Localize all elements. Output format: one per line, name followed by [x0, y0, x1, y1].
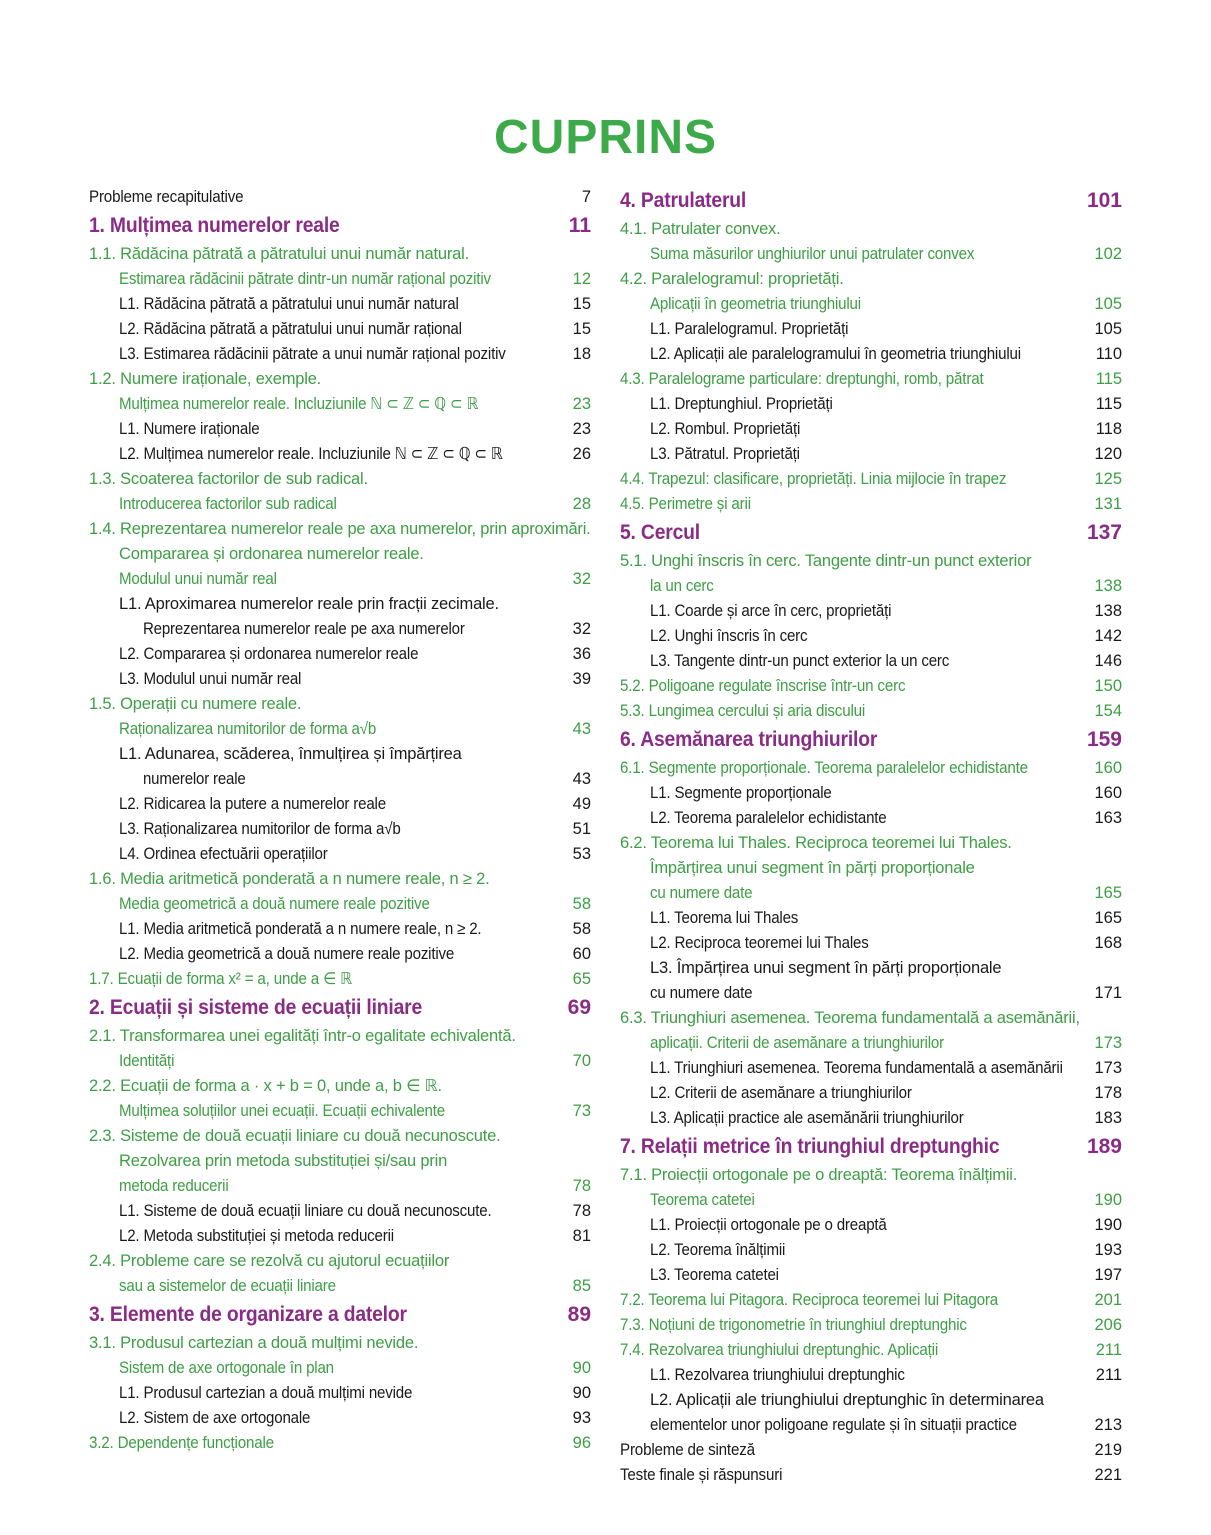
toc-lesson — [620, 1413, 1122, 1438]
toc-entry-title: L2. Reciproca teoremei lui Thales — [650, 934, 869, 952]
toc-entry-title: Rezolvarea prin metoda substituției și/sau prin — [119, 1152, 448, 1170]
toc-page-number: 90 — [572, 1359, 591, 1377]
toc-entry — [89, 185, 591, 210]
toc-entry-title: L2. Unghi înscris în cerc — [650, 627, 808, 645]
toc-entry-title: 4.2. Paralelogramul: proprietăți. — [620, 270, 844, 288]
toc-subchapter — [620, 1031, 1122, 1056]
toc-entry-title: L2. Criterii de asemănare a triunghiurilor — [650, 1084, 912, 1102]
toc-page-number: 70 — [572, 1052, 591, 1070]
toc-subchapter — [89, 267, 591, 292]
toc-entry-title: cu numere date — [650, 884, 753, 902]
toc-subchapter — [89, 1274, 591, 1299]
toc-page-number: 23 — [572, 395, 591, 413]
toc-page-number: 105 — [1094, 320, 1122, 338]
toc-lesson — [620, 1388, 1122, 1413]
toc-entry-title: 6.1. Segmente proporționale. Teorema paralelelor echidistante — [620, 759, 1028, 777]
toc-entry-title: 2.2. Ecuații de forma a · x + b = 0, unde a, b ∈ ℝ. — [89, 1077, 442, 1095]
toc-entry-title: 1.6. Media aritmetică ponderată a n numere reale, n ≥ 2. — [89, 870, 490, 888]
toc-page-number: 23 — [572, 420, 591, 438]
toc-page-number: 211 — [1095, 1341, 1122, 1359]
toc-lesson — [620, 442, 1122, 467]
toc-page-number: 115 — [1095, 370, 1122, 388]
toc-subchapter — [620, 1006, 1122, 1031]
toc-page-number: 160 — [1094, 759, 1122, 777]
toc-right-column — [620, 185, 1122, 1488]
toc-subchapter — [89, 242, 591, 267]
toc-subchapter — [89, 717, 591, 742]
toc-entry-title: 1.7. Ecuații de forma x² = a, unde a ∈ ℝ — [89, 970, 353, 988]
toc-entry-title: Media geometrică a două numere reale pozitive — [119, 895, 430, 913]
toc-subchapter — [89, 967, 591, 992]
toc-entry-title: L2. Rădăcina pătrată a pătratului unui număr rațional — [119, 320, 462, 338]
toc-lesson — [89, 917, 591, 942]
toc-subchapter — [89, 692, 591, 717]
toc-entry-title: 4.1. Patrulater convex. — [620, 220, 781, 238]
toc-lesson — [620, 599, 1122, 624]
toc-page-number: 219 — [1094, 1441, 1122, 1459]
toc-subchapter — [89, 1356, 591, 1381]
toc-page-number: 183 — [1094, 1109, 1122, 1127]
toc-entry-title: Reprezentarea numerelor reale pe axa numerelor — [143, 620, 465, 638]
toc-entry-title: Sistem de axe ortogonale în plan — [119, 1359, 334, 1377]
toc-entry-title: L1. Media aritmetică ponderată a n numere reale, n ≥ 2. — [119, 920, 482, 938]
toc-entry-title: Identități — [119, 1052, 175, 1070]
toc-entry-title: Teorema catetei — [650, 1191, 755, 1209]
toc-entry-title: L1. Produsul cartezian a două mulțimi nevide — [119, 1384, 413, 1402]
toc-page-number: 51 — [572, 820, 591, 838]
toc-entry-title: L3. Estimarea rădăcinii pătrate a unui număr rațional pozitiv — [119, 345, 506, 363]
toc-entry-title: 1.2. Numere iraționale, exemple. — [89, 370, 322, 388]
toc-subchapter — [620, 242, 1122, 267]
toc-lesson — [89, 792, 591, 817]
toc-page-number: 120 — [1094, 445, 1122, 463]
toc-subchapter — [89, 1149, 591, 1174]
toc-subchapter — [89, 367, 591, 392]
toc-page-number: 65 — [572, 970, 591, 988]
toc-subchapter — [89, 1099, 591, 1124]
toc-page-number: 125 — [1094, 470, 1122, 488]
toc-entry-title: 3.1. Produsul cartezian a două mulțimi nevide. — [89, 1334, 419, 1352]
toc-page-number: 165 — [1094, 909, 1122, 927]
toc-page-number: 154 — [1094, 702, 1122, 720]
toc-lesson — [89, 817, 591, 842]
toc-page-number: 110 — [1095, 345, 1122, 363]
toc-entry-title: L2. Aplicații ale triunghiului dreptunghic în determinarea — [650, 1391, 1044, 1409]
page-title: CUPRINS — [493, 111, 718, 164]
toc-page-number: 43 — [572, 720, 591, 738]
toc-page-number: 18 — [572, 345, 591, 363]
toc-lesson — [89, 617, 591, 642]
toc-lesson — [620, 1106, 1122, 1131]
toc-lesson — [620, 624, 1122, 649]
toc-entry-title: Probleme recapitulative — [89, 188, 244, 206]
toc-lesson — [620, 931, 1122, 956]
toc-entry-title: 7.2. Teorema lui Pitagora. Reciproca teoremei lui Pitagora — [620, 1291, 999, 1309]
toc-lesson — [620, 392, 1122, 417]
toc-entry-title: Mulțimea numerelor reale. Incluziunile ℕ ⊂ ℤ ⊂ ℚ ⊂ ℝ — [119, 395, 479, 413]
toc-entry-title: 7. Relații metrice în triunghiul dreptunghic — [620, 1135, 1000, 1158]
toc-subchapter — [89, 892, 591, 917]
toc-entry-title: aplicații. Criterii de asemănare a triunghiurilor — [650, 1034, 944, 1052]
toc-entry-title: 2.1. Transformarea unei egalități într-o egalitate echivalentă. — [89, 1027, 516, 1045]
toc-subchapter — [89, 1049, 591, 1074]
toc-entry-title: L2. Compararea și ordonarea numerelor reale — [119, 645, 419, 663]
toc-entry-title: 1.1. Rădăcina pătrată a pătratului unui număr natural. — [89, 245, 469, 263]
toc-lesson — [620, 781, 1122, 806]
toc-page-number: 15 — [572, 320, 591, 338]
toc-entry-title: L2. Mulțimea numerelor reale. Incluziunile ℕ ⊂ ℤ ⊂ ℚ ⊂ ℝ — [119, 445, 503, 463]
toc-lesson — [89, 317, 591, 342]
toc-entry-title: L1. Triunghiuri asemenea. Teorema fundamentală a asemănării — [650, 1059, 1063, 1077]
toc-page-number: 146 — [1094, 652, 1122, 670]
toc-page-number: 131 — [1094, 495, 1122, 513]
toc-entry-title: cu numere date — [650, 984, 753, 1002]
toc-subchapter — [620, 881, 1122, 906]
toc-entry-title: 4.4. Trapezul: clasificare, proprietăți. Linia mijlocie în trapez — [620, 470, 1007, 488]
toc-lesson — [89, 417, 591, 442]
toc-page-number: 73 — [572, 1102, 591, 1120]
toc-entry-title: L1. Rădăcina pătrată a pătratului unui număr natural — [119, 295, 459, 313]
toc-lesson — [620, 806, 1122, 831]
toc-lesson — [620, 1056, 1122, 1081]
toc-entry-title: L3. Raționalizarea numitorilor de forma a√b — [119, 820, 401, 838]
toc-page-number: 173 — [1094, 1059, 1122, 1077]
toc-lesson — [89, 1199, 591, 1224]
toc-entry-title: L1. Dreptunghiul. Proprietăți — [650, 395, 833, 413]
toc-subchapter — [89, 567, 591, 592]
toc-subchapter — [89, 1074, 591, 1099]
toc-entry-title: metoda reducerii — [119, 1177, 229, 1195]
toc-subchapter — [620, 492, 1122, 517]
toc-entry-title: L2. Teorema înălțimii — [650, 1241, 786, 1259]
toc-page-number: 213 — [1094, 1416, 1122, 1434]
toc-page-number: 58 — [572, 920, 591, 938]
toc-lesson — [620, 1213, 1122, 1238]
toc-subchapter — [89, 1124, 591, 1149]
toc-subchapter — [89, 1174, 591, 1199]
toc-subchapter — [620, 756, 1122, 781]
toc-entry-title: Împărțirea unui segment în părți proporționale — [650, 859, 975, 877]
toc-entry-title: 3.2. Dependențe funcționale — [89, 1434, 274, 1452]
toc-lesson — [620, 342, 1122, 367]
toc-chapter — [620, 185, 1122, 217]
toc-subchapter — [620, 574, 1122, 599]
toc-subchapter — [620, 217, 1122, 242]
toc-page-number: 211 — [1095, 1366, 1122, 1384]
toc-page-number: 163 — [1094, 809, 1122, 827]
toc-subchapter — [620, 1188, 1122, 1213]
toc-page-number: 138 — [1094, 602, 1122, 620]
toc-subchapter — [620, 1338, 1122, 1363]
toc-page-number: 60 — [572, 945, 591, 963]
toc-entry-title: 5.2. Poligoane regulate înscrise într-un cerc — [620, 677, 906, 695]
toc-entry-title: L2. Aplicații ale paralelogramului în geometria triunghiului — [650, 345, 1021, 363]
toc-subchapter — [620, 267, 1122, 292]
toc-lesson — [89, 1406, 591, 1431]
toc-page-number: 115 — [1095, 395, 1122, 413]
toc-left-column — [89, 185, 591, 1456]
toc-lesson — [620, 906, 1122, 931]
toc-page-number: 11 — [568, 214, 591, 237]
toc-subchapter — [89, 392, 591, 417]
toc-subchapter — [620, 1163, 1122, 1188]
toc-page-number: 137 — [1086, 521, 1122, 544]
toc-entry-title: 1.5. Operații cu numere reale. — [89, 695, 302, 713]
toc-entry-title: elementelor unor poligoane regulate și în situații practice — [650, 1416, 1017, 1434]
toc-subchapter — [620, 856, 1122, 881]
toc-entry-title: L1. Sisteme de două ecuații liniare cu două necunoscute. — [119, 1202, 492, 1220]
toc-page-number: 150 — [1094, 677, 1122, 695]
toc-page-number: 58 — [572, 895, 591, 913]
toc-entry — [620, 1438, 1122, 1463]
toc-page-number: 32 — [572, 570, 591, 588]
toc-entry-title: Suma măsurilor unghiurilor unui patrulater convex — [650, 245, 975, 263]
toc-entry-title: L4. Ordinea efectuării operațiilor — [119, 845, 328, 863]
toc-entry-title: L3. Pătratul. Proprietăți — [650, 445, 800, 463]
toc-entry-title: 5.3. Lungimea cercului și aria discului — [620, 702, 866, 720]
toc-entry-title: L1. Teorema lui Thales — [650, 909, 799, 927]
toc-entry-title: 2.4. Probleme care se rezolvă cu ajutorul ecuațiilor — [89, 1252, 450, 1270]
toc-entry-title: L2. Sistem de axe ortogonale — [119, 1409, 311, 1427]
toc-subchapter — [89, 517, 591, 542]
toc-entry-title: L3. Împărțirea unui segment în părți proporționale — [650, 959, 1002, 977]
toc-page-number: 138 — [1094, 577, 1122, 595]
toc-page-number: 32 — [572, 620, 591, 638]
toc-subchapter — [89, 1249, 591, 1274]
toc-entry-title: 3. Elemente de organizare a datelor — [89, 1303, 407, 1326]
toc-page-number: 39 — [572, 670, 591, 688]
toc-lesson — [89, 767, 591, 792]
toc-lesson — [620, 981, 1122, 1006]
toc-subchapter — [89, 492, 591, 517]
toc-lesson — [620, 1081, 1122, 1106]
toc-page-number: 201 — [1094, 1291, 1122, 1309]
toc-subchapter — [620, 549, 1122, 574]
toc-chapter — [620, 1131, 1122, 1163]
toc-subchapter — [89, 542, 591, 567]
toc-page-number: 190 — [1094, 1216, 1122, 1234]
toc-page-number: 190 — [1094, 1191, 1122, 1209]
toc-entry-title: 5. Cercul — [620, 521, 700, 544]
toc-subchapter — [620, 367, 1122, 392]
toc-subchapter — [620, 831, 1122, 856]
toc-entry-title: L1. Numere iraționale — [119, 420, 260, 438]
toc-entry — [620, 1463, 1122, 1488]
toc-entry-title: Aplicații în geometria triunghiului — [650, 295, 861, 313]
toc-page-number: 89 — [567, 1303, 591, 1326]
toc-entry-title: 5.1. Unghi înscris în cerc. Tangente dintr-un punct exterior — [620, 552, 1032, 570]
toc-page-number: 105 — [1094, 295, 1122, 313]
toc-lesson — [89, 742, 591, 767]
toc-lesson — [620, 317, 1122, 342]
toc-entry-title: 4.3. Paralelograme particulare: dreptunghi, romb, pătrat — [620, 370, 984, 388]
toc-entry-title: L1. Segmente proporționale — [650, 784, 832, 802]
toc-page-number: 28 — [572, 495, 591, 513]
toc-entry-title: Mulțimea soluțiilor unei ecuații. Ecuații echivalente — [119, 1102, 445, 1120]
toc-subchapter — [89, 1431, 591, 1456]
toc-chapter — [89, 992, 591, 1024]
toc-entry-title: la un cerc — [650, 577, 714, 595]
toc-entry-title: 4.5. Perimetre și arii — [620, 495, 751, 513]
toc-page-number: 36 — [572, 645, 591, 663]
toc-page-number: 43 — [572, 770, 591, 788]
toc-page-number: 53 — [572, 845, 591, 863]
toc-chapter — [89, 210, 591, 242]
toc-entry-title: L1. Adunarea, scăderea, înmulțirea și împărțirea — [119, 745, 462, 763]
toc-page-number: 49 — [572, 795, 591, 813]
toc-entry-title: 7.1. Proiecții ortogonale pe o dreaptă: Teorema înălțimii. — [620, 1166, 1018, 1184]
toc-entry-title: 2.3. Sisteme de două ecuații liniare cu două necunoscute. — [89, 1127, 501, 1145]
toc-page-number: 26 — [572, 445, 591, 463]
toc-page-number: 193 — [1094, 1241, 1122, 1259]
toc-page-number: 78 — [572, 1202, 591, 1220]
toc-page-number: 178 — [1094, 1084, 1122, 1102]
toc-chapter — [89, 1299, 591, 1331]
toc-entry-title: L1. Rezolvarea triunghiului dreptunghic — [650, 1366, 905, 1384]
toc-page-number: 165 — [1094, 884, 1122, 902]
toc-entry-title: 6.2. Teorema lui Thales. Reciproca teoremei lui Thales. — [620, 834, 1012, 852]
toc-entry-title: L2. Teorema paralelelor echidistante — [650, 809, 887, 827]
toc-entry-title: L1. Aproximarea numerelor reale prin fracții zecimale. — [119, 595, 499, 613]
toc-entry-title: L1. Proiecții ortogonale pe o dreaptă — [650, 1216, 887, 1234]
toc-entry-title: 1.3. Scoaterea factorilor de sub radical. — [89, 470, 368, 488]
toc-lesson — [89, 842, 591, 867]
toc-page-number: 197 — [1094, 1266, 1122, 1284]
toc-entry-title: L3. Teorema catetei — [650, 1266, 779, 1284]
toc-entry-title: 1. Mulțimea numerelor reale — [89, 214, 340, 237]
toc-chapter — [620, 517, 1122, 549]
toc-page-number: 142 — [1094, 627, 1122, 645]
toc-entry-title: L1. Paralelogramul. Proprietăți — [650, 320, 849, 338]
toc-page-number: 78 — [572, 1177, 591, 1195]
toc-subchapter — [620, 467, 1122, 492]
toc-page-number: 189 — [1086, 1135, 1122, 1158]
toc-page-number: 173 — [1094, 1034, 1122, 1052]
toc-entry-title: Introducerea factorilor sub radical — [119, 495, 337, 513]
toc-lesson — [89, 1224, 591, 1249]
toc-chapter — [620, 724, 1122, 756]
toc-page-number: 12 — [572, 270, 591, 288]
toc-entry-title: 2. Ecuații și sisteme de ecuații liniare — [89, 996, 423, 1019]
toc-entry-title: Teste finale și răspunsuri — [620, 1466, 783, 1484]
toc-entry-title: L1. Coarde și arce în cerc, proprietăți — [650, 602, 892, 620]
toc-entry-title: L2. Ridicarea la putere a numerelor reale — [119, 795, 386, 813]
toc-subchapter — [620, 292, 1122, 317]
toc-entry-title: Modulul unui număr real — [119, 570, 277, 588]
toc-page-number: 96 — [572, 1434, 591, 1452]
toc-subchapter — [89, 467, 591, 492]
toc-entry-title: Compararea și ordonarea numerelor reale. — [119, 545, 424, 563]
toc-page-number: 160 — [1094, 784, 1122, 802]
toc-subchapter — [620, 1288, 1122, 1313]
toc-entry-title: 7.3. Noțiuni de trigonometrie în triunghiul dreptunghic — [620, 1316, 967, 1334]
toc-subchapter — [89, 1024, 591, 1049]
toc-lesson — [89, 667, 591, 692]
toc-entry-title: 7.4. Rezolvarea triunghiului dreptunghic. Aplicații — [620, 1341, 939, 1359]
toc-page-number: 93 — [572, 1409, 591, 1427]
toc-page-number: 15 — [572, 295, 591, 313]
toc-subchapter — [89, 1331, 591, 1356]
toc-lesson — [89, 942, 591, 967]
toc-subchapter — [620, 699, 1122, 724]
toc-page-number: 81 — [572, 1227, 591, 1245]
toc-subchapter — [89, 867, 591, 892]
toc-page-number: 101 — [1086, 189, 1122, 212]
toc-page-number: 171 — [1094, 984, 1122, 1002]
toc-lesson — [89, 642, 591, 667]
toc-entry-title: Probleme de sinteză — [620, 1441, 755, 1459]
toc-page-number: 206 — [1094, 1316, 1122, 1334]
toc-page-number: 118 — [1095, 420, 1122, 438]
toc-subchapter — [620, 674, 1122, 699]
toc-lesson — [89, 592, 591, 617]
toc-lesson — [620, 417, 1122, 442]
toc-page-number: 69 — [567, 996, 591, 1019]
toc-entry-title: 4. Patrulaterul — [620, 189, 747, 212]
toc-lesson — [620, 956, 1122, 981]
toc-entry-title: L3. Modulul unui număr real — [119, 670, 302, 688]
toc-entry-title: 6. Asemănarea triunghiurilor — [620, 728, 878, 751]
toc-lesson — [89, 342, 591, 367]
toc-lesson — [620, 649, 1122, 674]
toc-page-number: 221 — [1094, 1466, 1122, 1484]
toc-lesson — [89, 292, 591, 317]
toc-page-number: 7 — [581, 188, 591, 206]
toc-entry-title: 6.3. Triunghiuri asemenea. Teorema fundamentală a asemănării, — [620, 1009, 1080, 1027]
toc-lesson — [620, 1238, 1122, 1263]
toc-entry-title: L3. Aplicații practice ale asemănării triunghiurilor — [650, 1109, 964, 1127]
toc-entry-title: Estimarea rădăcinii pătrate dintr-un număr rațional pozitiv — [119, 270, 491, 288]
toc-entry-title: L2. Rombul. Proprietăți — [650, 420, 801, 438]
toc-page-number: 102 — [1094, 245, 1122, 263]
toc-lesson — [89, 442, 591, 467]
toc-entry-title: numerelor reale — [143, 770, 246, 788]
toc-page-number: 159 — [1086, 728, 1122, 751]
toc-lesson — [89, 1381, 591, 1406]
toc-entry-title: Raționalizarea numitorilor de forma a√b — [119, 720, 377, 738]
toc-subchapter — [620, 1313, 1122, 1338]
toc-lesson — [620, 1263, 1122, 1288]
toc-entry-title: L3. Tangente dintr-un punct exterior la un cerc — [650, 652, 950, 670]
toc-lesson — [620, 1363, 1122, 1388]
toc-page-number: 168 — [1094, 934, 1122, 952]
toc-entry-title: sau a sistemelor de ecuații liniare — [119, 1277, 336, 1295]
toc-page-number: 90 — [572, 1384, 591, 1402]
toc-entry-title: L2. Media geometrică a două numere reale pozitive — [119, 945, 455, 963]
toc-entry-title: 1.4. Reprezentarea numerelor reale pe axa numerelor, prin aproximări. — [89, 520, 591, 538]
toc-page-number: 85 — [572, 1277, 591, 1295]
toc-entry-title: L2. Metoda substituției și metoda reducerii — [119, 1227, 394, 1245]
